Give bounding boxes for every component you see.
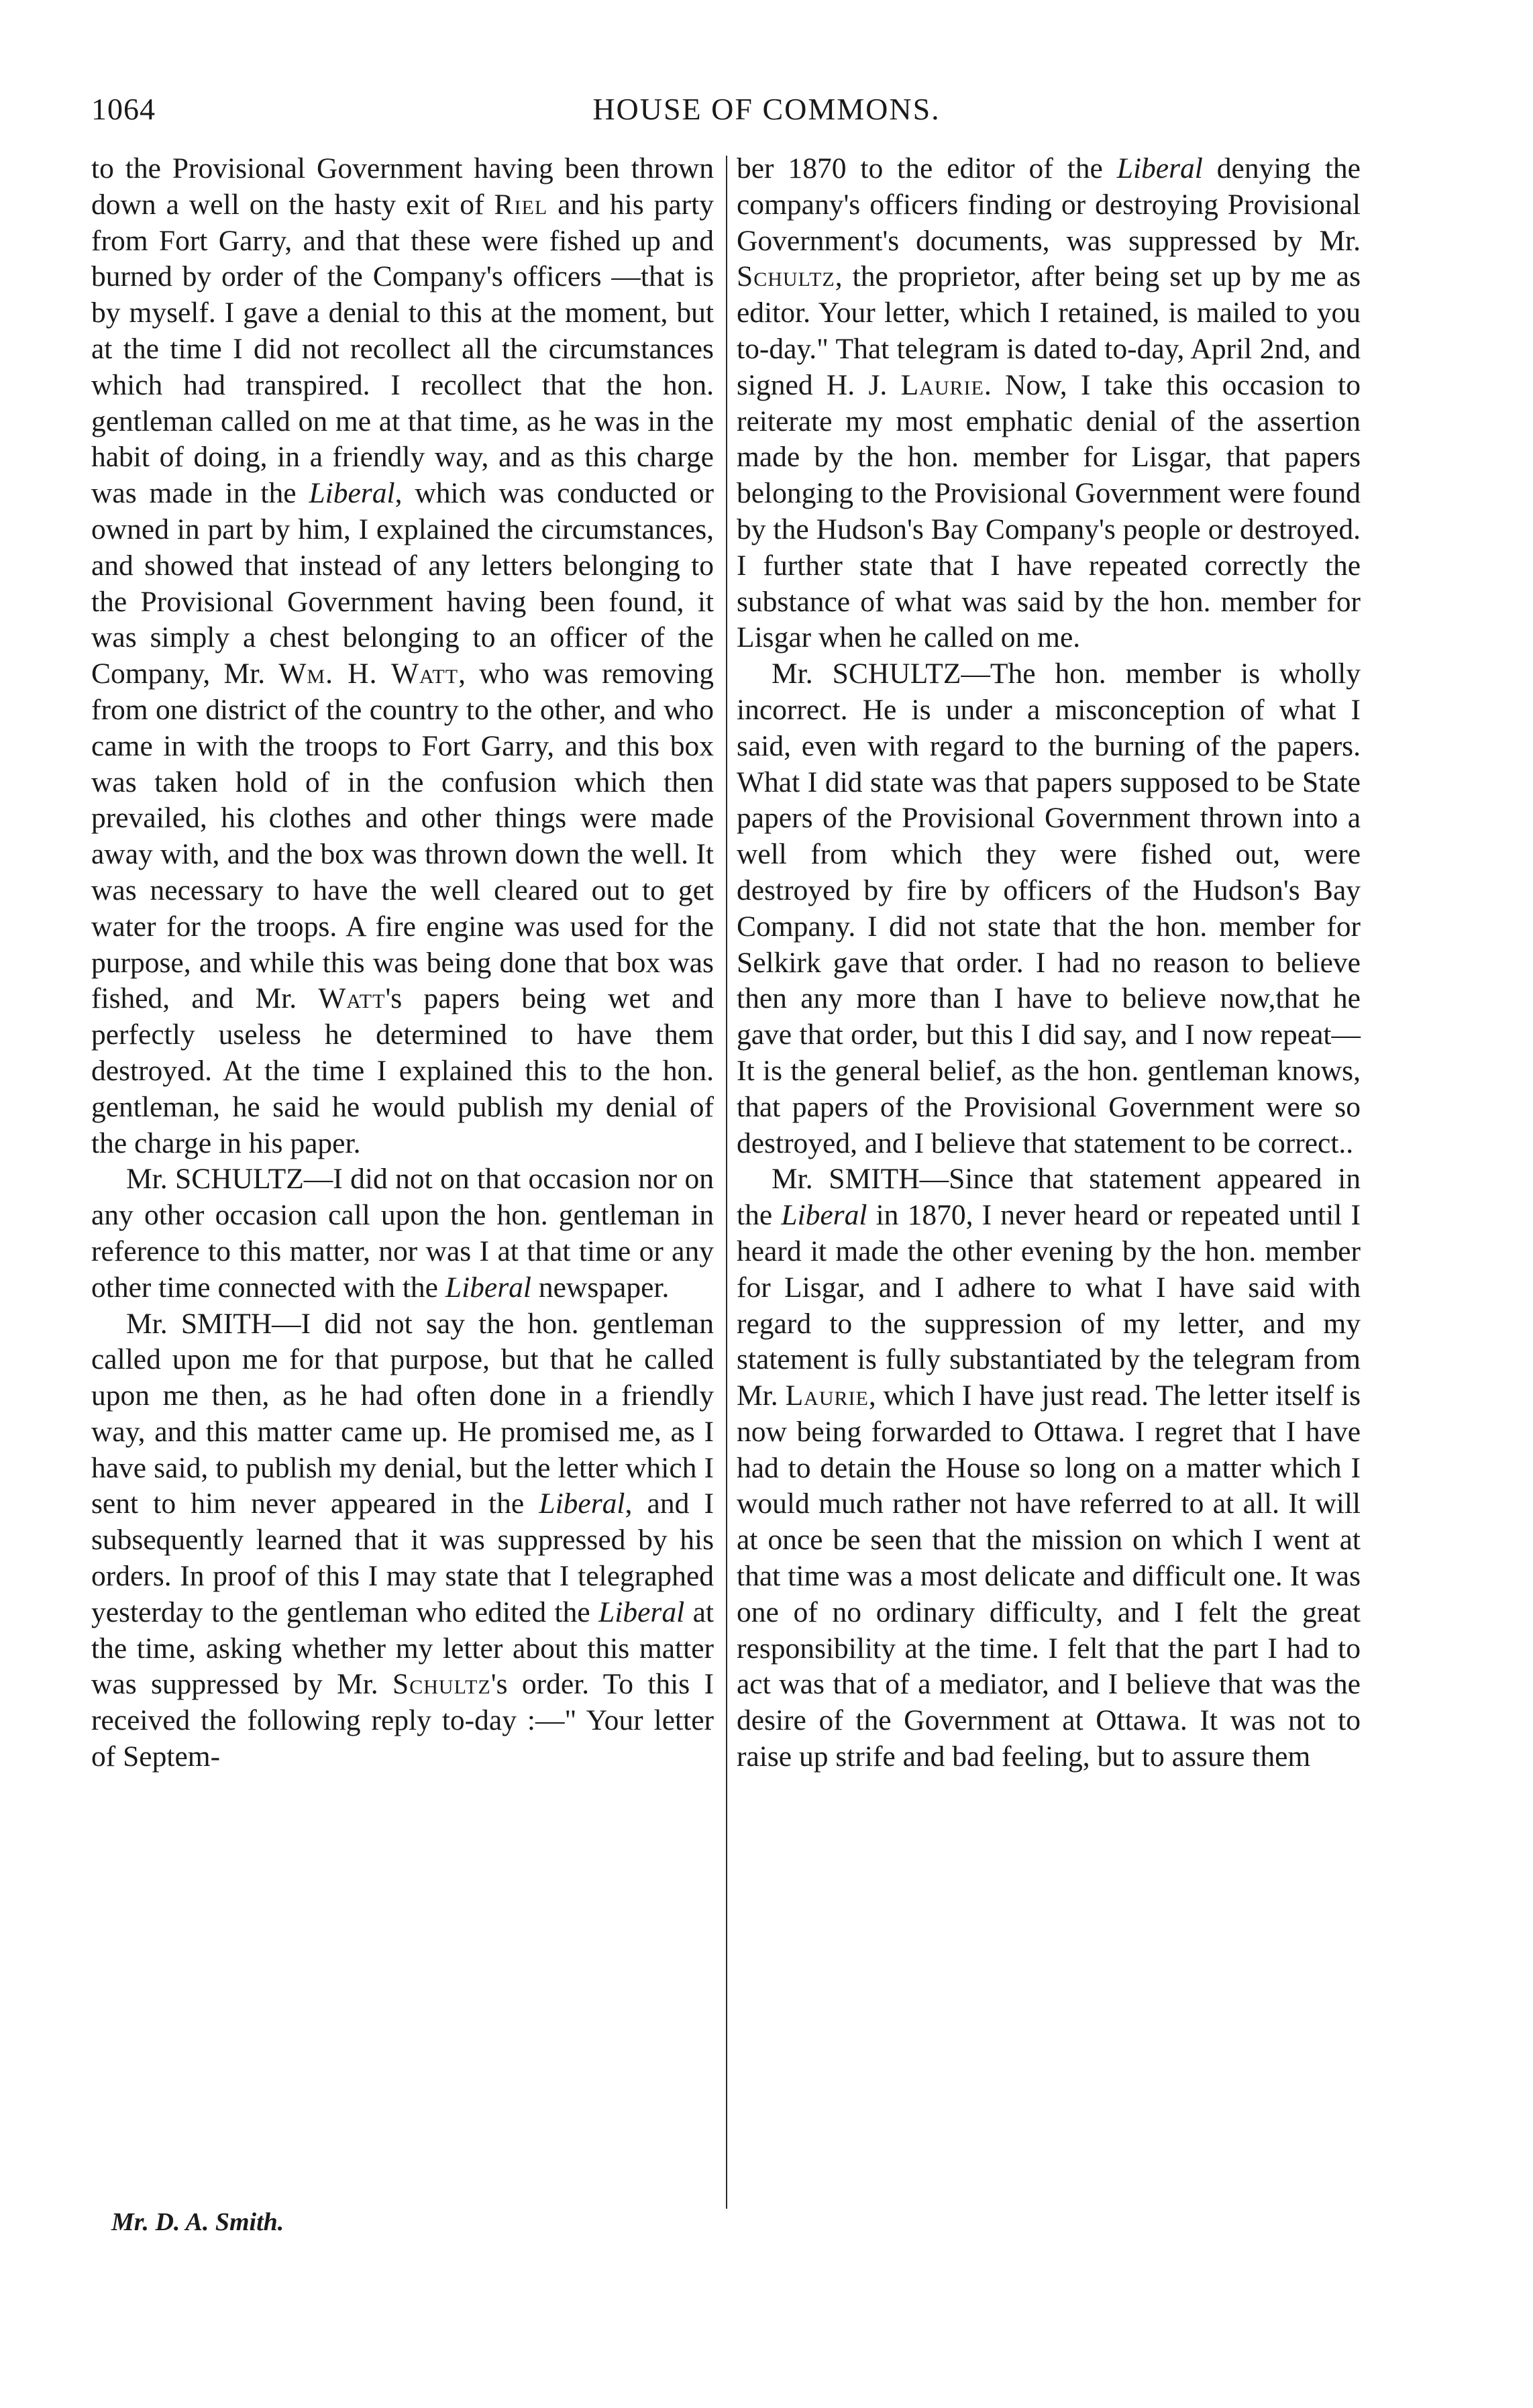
text-run: , and I subsequently learned that it was suppressed by his orders. In proof of this I may state that I telegraphed yesterday to the gentleman who edited the: [91, 1487, 715, 1628]
text-run: denying the company's officers finding or destroying Provisional Government's documents, was suppressed by Mr.: [737, 152, 1361, 257]
newspaper-name: Liberal: [309, 477, 395, 510]
page-number: 1064: [91, 92, 156, 126]
text-run: , who was removing from one district of the country to the other, and who came in with the troops to Fort Garry, and this box was taken hold of in the confusion which then prevailed, his clothes and other things were made away with, and the box was thrown down the well. It was necessary to have the well cleared out to get water for the troops. A fire engine was used for the purpose, and while this was being done that box was fished, and Mr.: [91, 658, 714, 1015]
right-paragraph-2: Mr. SCHULTZ—The hon. member is wholly incorrect. He is under a misconception of what I said, even with regard to the burning of the papers. What I did state was that papers supposed to be State papers of the Provisional Government thrown into a well from which they were fished out, were destroyed by fire by officers of the Hudson's Bay Company. I did not state that the hon. member for Selkirk gave that order. I had no reason to believe then any more than I have to believe now,that he gave that order, but this I did say, and I now repeat—It is the general belief, as the hon. gentleman knows, that papers of the Provisional Government were so destroyed, and I believe that statement to be correct..: [737, 658, 1361, 1159]
text-run: ber 1870 to the editor of the: [737, 152, 1117, 185]
name-smallcaps: Riel: [494, 188, 548, 221]
newspaper-name: Liberal: [445, 1271, 531, 1304]
text-run: 's papers being wet and perfectly useless he determined to have them destroyed. At the time I explained this to the hon. gentleman, he said he would publish my denial of the charge in his paper.: [91, 982, 714, 1159]
right-paragraph-1: [737, 151, 1361, 656]
text-run: , which was conducted or owned in part by him, I explained the circumstances, and showed that instead of any letters belonging to the Provisional Government having been found, it was simply a chest belonging to an officer of the Company, Mr.: [91, 477, 714, 690]
right-paragraph-3: [737, 1161, 1361, 1775]
text-run: and his party from Fort Garry, and that these were fished up and burned by order of the Company's officers —that is by myself. I gave a denial to this at the moment, but at the time I did not recollect all the circumstances which had transpired. I recollect that the hon. gentleman called on me at that time, as he was in the habit of doing, in a friendly way, and as this charge was made in the: [91, 188, 714, 510]
name-smallcaps: Watt: [318, 982, 386, 1015]
text-run: in 1870, I never heard or repeated until I heard it made the other evening by the hon. member for Lisgar, and I adhere to what I have said with regard to the suppression of my letter, and my statement is fully substantiated by the telegram from Mr.: [737, 1199, 1361, 1412]
left-paragraph-1: [91, 151, 714, 1161]
text-run: Mr. SMITH—Since that statement appeared in the: [737, 1163, 1361, 1232]
name-smallcaps: Laurie: [785, 1379, 869, 1412]
left-paragraph-2: [91, 1161, 714, 1306]
text-run: , the proprietor, after being set up by me as editor. Your letter, which I retained, is mailed to you to-day." That telegram is dated to-day, April 2nd, and signed H. J.: [737, 260, 1361, 401]
running-head: HOUSE OF COMMONS.: [592, 92, 941, 126]
text-run: 's order. To this I received the following reply to-day :—" Your letter of Septem-: [91, 1668, 714, 1773]
text-run: . Now, I take this occasion to reiterate my most emphatic denial of the assertion made by the hon. member for Lisgar, that papers belonging to the Provisional Government were found by the Hudson's Bay Company's people or destroyed. I further state that I have repeated correctly the substance of what was said by the hon. member for Lisgar when he called on me.: [737, 368, 1361, 654]
name-smallcaps: Wm. H. Watt: [278, 658, 459, 690]
newspaper-name: Liberal: [539, 1487, 625, 1520]
text-run: at the time, asking whether my letter about this matter was suppressed by Mr.: [91, 1595, 714, 1701]
text-run: newspaper.: [531, 1271, 670, 1304]
name-smallcaps: Schultz: [737, 260, 835, 293]
left-column: [91, 151, 714, 1775]
newspaper-name: Liberal: [1116, 152, 1203, 185]
text-run: , which I have just read. The letter itself is now being forwarded to Ottawa. I regret that I have had to detain the House so long on a matter which I would much rather not have referred to at all. It will at once be seen that the mission on which I went at that time was a most delicate and difficult one. It was one of no ordinary difficulty, and I felt the great responsibility at the time. I felt that the part I had to act was that of a mediator, and I believe that was the desire of the Government at Ottawa. It was not to raise up strife and bad feeling, but to assure them: [737, 1379, 1361, 1773]
text-run: to the Provisional Government having been thrown down a well on the hasty exit of: [91, 152, 714, 221]
footer-signature: Mr. D. A. Smith.: [111, 2208, 284, 2236]
text-run: Mr. SCHULTZ—I did not on that occasion nor on any other occasion call upon the hon. gentleman in reference to this matter, nor was I at that time or any other time connected with the: [91, 1163, 714, 1304]
left-paragraph-3: [91, 1306, 714, 1775]
right-column: [737, 151, 1361, 1775]
text-run: Mr. SMITH—I did not say the hon. gentleman called upon me for that purpose, but that he called upon me then, as he had often done in a friendly way, and this matter came up. He promised me, as I have said, to publish my denial, but the letter which I sent to him never appeared in the: [91, 1307, 714, 1520]
column-rule: [726, 156, 727, 2209]
name-smallcaps: Laurie: [900, 368, 984, 401]
newspaper-name: Liberal: [598, 1595, 685, 1628]
newspaper-name: Liberal: [781, 1199, 867, 1232]
name-smallcaps: Schultz: [392, 1668, 491, 1701]
